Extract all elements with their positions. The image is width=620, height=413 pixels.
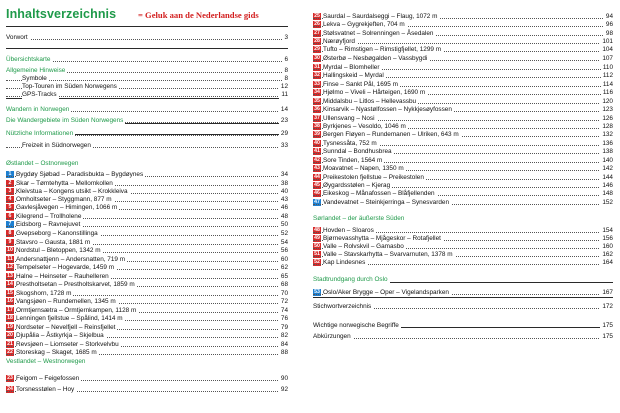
entry-label: Vangsjøen – Rundemellen, 1345 m xyxy=(16,298,116,305)
page-number: 29 xyxy=(280,130,288,137)
tour-entry xyxy=(313,98,613,106)
tour-number-badge: 9 xyxy=(6,239,14,246)
page-number: 172 xyxy=(602,303,613,310)
page-number: 79 xyxy=(280,324,288,331)
entry-label: Hovden – Sloaros xyxy=(323,227,374,234)
entry-label: Saurdal – Saurdalseggi – Flaug, 1072 m xyxy=(323,13,438,20)
entry-label: Ullensvang – Nosi xyxy=(323,115,375,122)
page-number: 107 xyxy=(602,55,613,62)
page-number: 167 xyxy=(602,289,613,296)
entry-label: Wichtige norwegische Begriffe xyxy=(313,322,399,329)
dot-leader xyxy=(313,43,613,44)
toc-entry xyxy=(6,67,288,75)
tour-number-badge: 48 xyxy=(314,227,320,233)
page-number: 123 xyxy=(602,106,613,113)
tour-number-badge: 24 xyxy=(7,386,13,392)
entry-label: Nützliche Informationen xyxy=(6,130,74,137)
entry-label: Preikestolen fjellstue – Preikestolen xyxy=(323,174,424,181)
page-number: 38 xyxy=(280,180,288,187)
entry-label: Hallingskeid – Myrdal xyxy=(323,72,384,79)
entry-label: Bjørnevasshytta – Mjågeskor – Rotafjellet xyxy=(323,235,441,242)
entry-label: Middalsbu – Litlos – Hellevassbu xyxy=(323,98,417,105)
tour-number-badge: 21 xyxy=(7,341,13,347)
page-number: 62 xyxy=(280,264,288,271)
tour-number-badge: 32 xyxy=(314,72,320,78)
tour-number-badge: 18 xyxy=(7,315,13,321)
tour-number-badge: 16 xyxy=(7,298,13,304)
tour-entry xyxy=(313,289,613,297)
entry-label: Kilegrend – Trollholene xyxy=(16,213,82,220)
page-number: 6 xyxy=(284,56,288,63)
entry-label: Die Wandergebiete im Süden Norwegens xyxy=(6,117,124,124)
page-number: 104 xyxy=(602,46,613,53)
entry-label: Tysnessåta, 752 m xyxy=(323,140,377,147)
tour-number-badge: 46 xyxy=(314,190,320,196)
page-number: 160 xyxy=(602,243,613,250)
toc-entry xyxy=(6,56,288,64)
tour-entry xyxy=(313,174,613,182)
entry-label: Sore Tinden, 1564 m xyxy=(323,157,383,164)
page-number: 96 xyxy=(605,21,613,28)
entry-label: Allgemeine Hinweise xyxy=(6,67,66,74)
tour-entry xyxy=(6,386,288,394)
tour-number-badge: 39 xyxy=(314,131,320,137)
entry-label: Østerbø – Nesbøgalden – Vassbygdi xyxy=(323,55,428,62)
entry-label: Freizeit in Südnorwegen xyxy=(22,142,91,149)
tour-entry xyxy=(313,13,613,21)
tour-entry xyxy=(313,72,613,80)
entry-label: Skogshorn, 1728 m xyxy=(16,290,72,297)
tour-number-badge: 51 xyxy=(314,251,320,257)
tour-number-badge: 22 xyxy=(7,349,13,355)
tour-number-badge: 6 xyxy=(6,213,14,220)
toc-subentry xyxy=(6,142,288,150)
page-number: 88 xyxy=(280,349,288,356)
tour-number-badge: 43 xyxy=(314,165,320,171)
tour-number-badge: 40 xyxy=(314,140,320,146)
page-number: 54 xyxy=(280,239,288,246)
page-number: 140 xyxy=(602,157,613,164)
tour-number-badge: 3 xyxy=(6,188,14,195)
entry-label: Revsjøen – Liomseter – Storkvelvbu xyxy=(16,341,119,348)
tour-entry xyxy=(313,157,613,165)
tour-entry xyxy=(313,140,613,148)
page-number: 110 xyxy=(602,64,613,71)
page-number: 52 xyxy=(280,230,288,237)
page-number: 34 xyxy=(280,171,288,178)
page-number: 112 xyxy=(602,72,613,79)
entry-label: Torsnesstølen – Hoy xyxy=(16,386,75,393)
tour-number-badge: 26 xyxy=(314,21,320,27)
tour-entry xyxy=(6,221,288,229)
page-number: 114 xyxy=(602,81,613,88)
entry-label: Ormtjernsætra – Ormtjernkampen, 1128 m xyxy=(16,307,137,314)
entry-label: Abkürzungen xyxy=(313,333,351,340)
tour-number-badge: 49 xyxy=(314,235,320,241)
entry-label: Sunndal – Bondhusbrea xyxy=(323,148,392,155)
page-number: 43 xyxy=(280,196,288,203)
tour-entry xyxy=(6,239,288,247)
section-heading xyxy=(6,358,288,366)
tour-entry xyxy=(6,188,288,196)
tour-number-badge: 23 xyxy=(7,375,13,381)
entry-label: Gavlesjåvegen – Himingen, 1066 m xyxy=(16,204,118,211)
entry-label: Vandevatnet – Steinkjerringa – Synesvarden xyxy=(323,199,449,206)
entry-label: Stichwortverzeichnis xyxy=(313,303,372,310)
tour-number-badge: 38 xyxy=(314,123,320,129)
tour-number-badge: 19 xyxy=(7,324,13,330)
page-number: 72 xyxy=(280,298,288,305)
divider-rule xyxy=(313,297,613,298)
entry-label: GPS-Tracks xyxy=(22,91,57,98)
tour-number-badge: 47 xyxy=(314,199,320,205)
tour-number-badge: 4 xyxy=(6,196,14,203)
tour-number-badge: 8 xyxy=(6,230,14,237)
entry-label: Wandern in Norwegen xyxy=(6,106,70,113)
section-heading-label: Vestlandet – Westnorwegen xyxy=(6,358,86,365)
tour-number-badge: 25 xyxy=(314,13,320,19)
tour-entry xyxy=(6,298,288,306)
page-number: 3 xyxy=(284,34,288,41)
tour-number-badge: 35 xyxy=(314,98,320,104)
tour-entry xyxy=(313,182,613,190)
page-number: 48 xyxy=(280,213,288,220)
tour-number-badge: 45 xyxy=(314,182,320,188)
page-number: 101 xyxy=(602,38,613,45)
page-number: 92 xyxy=(280,386,288,393)
tour-number-badge: 50 xyxy=(314,243,320,249)
page-number: 33 xyxy=(280,142,288,149)
tour-entry xyxy=(6,332,288,340)
tour-entry xyxy=(313,115,613,123)
toc-entry xyxy=(313,322,613,330)
entry-label: Eikeskog – Månafossen – Blåfjellenden xyxy=(323,190,435,197)
toc-entry xyxy=(313,303,613,311)
tour-entry xyxy=(313,123,613,131)
page-number: 76 xyxy=(280,315,288,322)
page-number: 94 xyxy=(605,13,613,20)
tour-entry xyxy=(6,375,288,383)
divider-rule xyxy=(6,26,288,27)
entry-label: Øygardsstølen – Kjerag xyxy=(323,182,391,189)
tour-number-badge: 29 xyxy=(314,46,320,52)
page-number: 116 xyxy=(602,89,613,96)
page-number: 46 xyxy=(280,204,288,211)
page-number: 56 xyxy=(280,247,288,254)
page-number: 148 xyxy=(602,190,613,197)
entry-label: Kinsarvik – Nyastølfossen – Nykkjesøyfossen xyxy=(323,106,452,113)
tour-entry xyxy=(313,165,613,173)
tour-entry xyxy=(313,243,613,251)
tour-entry xyxy=(6,349,288,357)
tour-number-badge: 52 xyxy=(314,259,320,265)
tour-entry xyxy=(6,213,288,221)
toc-subentry xyxy=(6,75,288,83)
tour-entry xyxy=(6,196,288,204)
entry-label: Omholtseter – Styggmann, 877 m xyxy=(16,196,112,203)
entry-label: Prestholtsetan – Prestholtskarvet, 1859 m xyxy=(16,281,135,288)
page-number: 144 xyxy=(602,174,613,181)
entry-label: Oslo/Aker Brygge – Oper – Vigelandsparken xyxy=(323,289,449,296)
entry-label: Gvepseborg – Kanonstillinga xyxy=(16,230,98,237)
page-number: 146 xyxy=(602,182,613,189)
entry-label: Stavsro – Gausta, 1881 m xyxy=(16,239,91,246)
entry-label: Kap Lindesnes xyxy=(323,259,366,266)
entry-label: Tufto – Rimstigen – Rimstigfjellet, 1299 m xyxy=(323,46,442,53)
page-number: 120 xyxy=(602,98,613,105)
entry-label: Halne – Heinseter – Rauhelleren xyxy=(16,273,109,280)
page-number: 142 xyxy=(602,165,613,172)
tour-entry xyxy=(313,251,613,259)
tour-entry xyxy=(6,273,288,281)
tour-entry xyxy=(6,204,288,212)
tour-entry xyxy=(6,307,288,315)
tour-number-badge: 2 xyxy=(6,180,14,187)
entry-label: Skar – Tømtehytta – Mellomkollen xyxy=(16,180,113,187)
tour-number-badge: 14 xyxy=(7,281,13,287)
tour-number-badge: 17 xyxy=(7,307,13,313)
section-heading xyxy=(6,160,288,168)
entry-label: Lekva – Gygrekjeften, 704 m xyxy=(323,21,405,28)
entry-label: Andersnattjenn – Andersnatten, 719 m xyxy=(16,256,126,263)
tour-number-badge: 15 xyxy=(7,290,13,296)
tour-entry xyxy=(313,148,613,156)
handwritten-annotation: = Geluk aan de Nederlandse gids xyxy=(138,10,259,20)
dot-leader xyxy=(313,338,613,339)
tour-number-badge: 20 xyxy=(7,332,13,338)
tour-number-badge: 7 xyxy=(6,221,14,228)
entry-label: Byrkjenes – Vesoldo, 1046 m xyxy=(323,123,406,130)
page-title: Inhaltsverzeichnis xyxy=(6,7,117,21)
tour-entry xyxy=(6,281,288,289)
tour-number-badge: 36 xyxy=(314,106,320,112)
page-number: 65 xyxy=(280,273,288,280)
tour-entry xyxy=(6,315,288,323)
page-number: 156 xyxy=(602,235,613,242)
page-number: 138 xyxy=(602,148,613,155)
page-number: 175 xyxy=(602,322,613,329)
tour-entry xyxy=(6,171,288,179)
entry-label: Djupålia – Åstkyrkja – Skjelbua xyxy=(16,332,104,339)
entry-label: Stølsvatnet – Solrenningen – Åsedalen xyxy=(323,30,434,37)
entry-label: Nordseter – Nevelfjell – Reinsfjellet xyxy=(16,324,116,331)
page-number: 162 xyxy=(602,251,613,258)
entry-label: Storeskag – Skaget, 1685 m xyxy=(16,349,97,356)
tour-entry xyxy=(6,230,288,238)
tour-entry xyxy=(313,106,613,114)
page-number: 60 xyxy=(280,256,288,263)
page-number: 136 xyxy=(602,140,613,147)
tour-number-badge: 12 xyxy=(7,264,13,270)
page-number: 8 xyxy=(284,67,288,74)
page-number: 14 xyxy=(280,106,288,113)
entry-label: Top-Touren im Süden Norwegens xyxy=(22,83,117,90)
tour-entry xyxy=(313,190,613,198)
tour-number-badge: 13 xyxy=(7,273,13,279)
toc-entry xyxy=(313,333,613,341)
section-heading-label: Stadtrundgang durch Oslo xyxy=(313,276,388,283)
entry-label: Moavatnet – Napen, 1350 m xyxy=(323,165,404,172)
tour-entry xyxy=(313,30,613,38)
tour-number-badge: 28 xyxy=(314,38,320,44)
tour-entry xyxy=(6,324,288,332)
entry-label: Nordstul – Bletoppen, 1342 m xyxy=(16,247,101,254)
entry-label: Eidsborg – Ravnejuvet xyxy=(16,221,81,228)
entry-label: Valle – Stavskarhytta – Svarvarnuten, 1378 m xyxy=(323,251,453,258)
tour-number-badge: 41 xyxy=(314,148,320,154)
tour-number-badge: 33 xyxy=(314,81,320,87)
entry-label: Lenningen fjellstue – Spålind, 1414 m xyxy=(16,315,123,322)
page-number: 11 xyxy=(281,91,288,98)
tour-number-badge: 34 xyxy=(314,89,320,95)
tour-entry xyxy=(6,290,288,298)
tour-entry xyxy=(6,256,288,264)
toc-entry xyxy=(6,106,288,114)
tour-entry xyxy=(313,21,613,29)
page-number: 70 xyxy=(280,290,288,297)
entry-label: Myrdal – Blomheller xyxy=(323,64,380,71)
entry-label: Nærøyfjord xyxy=(323,38,355,45)
tour-number-badge: 11 xyxy=(7,256,13,262)
page-number: 74 xyxy=(280,307,288,314)
page-number: 175 xyxy=(602,333,613,340)
entry-label: Feigom – Feigefossen xyxy=(16,375,80,382)
page-number: 98 xyxy=(605,30,613,37)
tour-entry xyxy=(6,247,288,255)
tour-entry xyxy=(313,55,613,63)
tour-entry xyxy=(313,46,613,54)
entry-label: Übersichtskarte xyxy=(6,56,51,63)
tour-number-badge: 44 xyxy=(314,174,320,180)
page-number: 128 xyxy=(602,123,613,130)
entry-label: Symbole xyxy=(22,75,47,82)
dot-leader xyxy=(6,39,288,40)
page-number: 82 xyxy=(280,332,288,339)
tour-number-badge: 42 xyxy=(314,157,320,163)
entry-label: Bergen Fløyen – Rundemanen – Ulriken, 643 m xyxy=(323,131,459,138)
tour-entry xyxy=(6,341,288,349)
entry-label: Vorwort xyxy=(6,34,28,41)
section-heading-label: Østlandet – Ostnorwegen xyxy=(6,160,79,167)
page-number: 23 xyxy=(280,117,288,124)
tour-number-badge: 30 xyxy=(314,55,320,61)
toc-subentry xyxy=(6,83,288,91)
section-heading xyxy=(313,215,613,223)
entry-label: Finse – Sankt Pål, 1695 m xyxy=(323,81,398,88)
tour-entry xyxy=(313,38,613,46)
page-number: 152 xyxy=(602,199,613,206)
page-number: 126 xyxy=(602,115,613,122)
tour-number-badge: 27 xyxy=(314,30,320,36)
page-number: 132 xyxy=(602,131,613,138)
tour-entry xyxy=(313,259,613,267)
tour-entry xyxy=(313,89,613,97)
page-number: 40 xyxy=(280,188,288,195)
page-number: 50 xyxy=(280,221,288,228)
tour-entry xyxy=(6,180,288,188)
tour-number-badge: 5 xyxy=(6,204,14,211)
page-number: 154 xyxy=(602,227,613,234)
entry-label: Bygdøy Sjøbad – Paradisbukta – Bygdøynes xyxy=(16,171,144,178)
entry-label: Hjølmo – Viveli – Hårteigen, 1690 m xyxy=(323,89,426,96)
tour-number-badge: 31 xyxy=(314,64,320,70)
page-number: 68 xyxy=(280,281,288,288)
tour-number-badge: 37 xyxy=(314,115,320,121)
page-number: 8 xyxy=(284,75,288,82)
entry-label: Tempelseter – Hogevarde, 1459 m xyxy=(16,264,115,271)
page-number: 12 xyxy=(280,83,288,90)
divider-rule xyxy=(6,48,288,49)
page-number: 84 xyxy=(280,341,288,348)
tour-entry xyxy=(313,199,613,207)
tour-entry xyxy=(6,264,288,272)
tour-entry xyxy=(313,235,613,243)
page-number: 90 xyxy=(280,375,288,382)
tour-number-badge: 53 xyxy=(314,289,320,295)
entry-label: Kleivstua – Kongens utsikt – Krokkleiva xyxy=(16,188,128,195)
entry-label: Valle – Rolvskvil – Gamasbo xyxy=(323,243,404,250)
tour-entry xyxy=(313,227,613,235)
toc-entry xyxy=(6,34,288,42)
page-number: 164 xyxy=(602,259,613,266)
section-heading-label: Sørlandet – der äußerste Süden xyxy=(313,215,405,222)
tour-entry xyxy=(313,64,613,72)
tour-entry xyxy=(313,131,613,139)
tour-entry xyxy=(313,81,613,89)
tour-number-badge: 10 xyxy=(7,247,13,253)
tour-number-badge: 1 xyxy=(6,171,14,178)
